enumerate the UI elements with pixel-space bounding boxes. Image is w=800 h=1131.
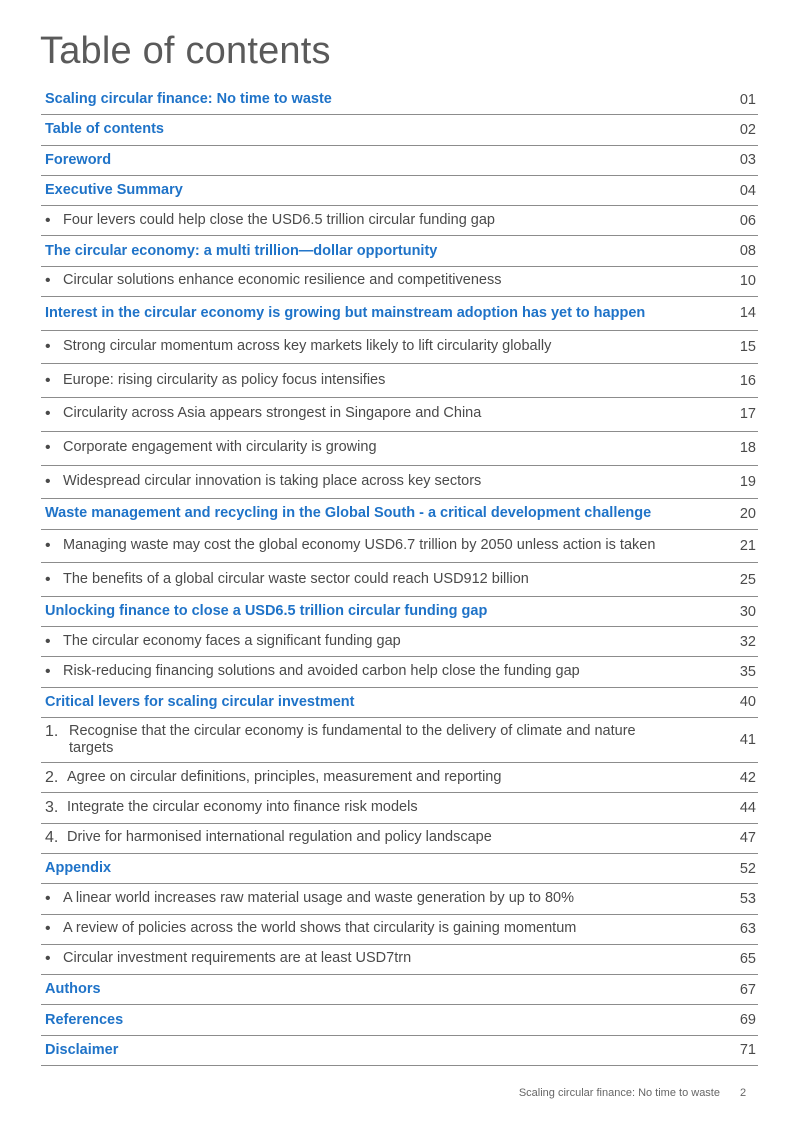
- toc-entry-label: Circular investment requirements are at least USD7trn: [63, 950, 412, 967]
- toc-entry-page: 18: [739, 440, 756, 457]
- toc-entry-page: 04: [739, 182, 756, 199]
- toc-entry-label: Drive for harmonised international regulation and policy landscape: [67, 829, 492, 846]
- toc-entry-page: 21: [739, 537, 756, 554]
- toc-entry[interactable]: [41, 364, 758, 398]
- toc-entry[interactable]: [41, 297, 758, 331]
- toc-entry-page: 44: [739, 800, 756, 816]
- toc-entry-page: 69: [739, 1012, 756, 1029]
- toc-entry-label-group: [45, 305, 645, 322]
- bullet-icon: •: [45, 663, 51, 681]
- toc-entry-page: 63: [739, 921, 756, 938]
- toc-entry-page: 25: [739, 571, 756, 588]
- toc-entry-label: The benefits of a global circular waste sector could reach USD912 billion: [63, 570, 529, 587]
- toc-entry[interactable]: [41, 1036, 758, 1066]
- bullet-icon: •: [45, 371, 51, 389]
- toc-entry-label-group: [45, 603, 487, 620]
- toc-entry[interactable]: [41, 563, 758, 597]
- toc-entry-label-group: [45, 1012, 123, 1029]
- page-title: Table of contents: [40, 30, 331, 72]
- toc-entry[interactable]: [41, 793, 758, 823]
- table-of-contents: [41, 85, 758, 1066]
- toc-entry-page: 47: [739, 830, 756, 847]
- toc-entry-page: 08: [739, 243, 756, 260]
- bullet-icon: •: [45, 950, 51, 968]
- toc-entry-page: 20: [739, 505, 756, 522]
- toc-entry[interactable]: [41, 432, 758, 466]
- toc-entry[interactable]: [41, 627, 758, 657]
- toc-entry-label-group: [45, 212, 495, 230]
- toc-entry-label-group: [45, 272, 501, 290]
- toc-entry[interactable]: [41, 331, 758, 365]
- toc-entry[interactable]: [41, 499, 758, 529]
- toc-entry-label-group: [45, 723, 669, 757]
- toc-entry-label-group: [45, 799, 418, 817]
- toc-entry[interactable]: [41, 975, 758, 1005]
- toc-entry-label-group: [45, 439, 377, 457]
- toc-entry[interactable]: [41, 530, 758, 564]
- toc-entry-label-group: [45, 338, 551, 356]
- toc-entry[interactable]: [41, 115, 758, 145]
- toc-entry-page: 17: [739, 406, 756, 423]
- toc-entry-label: Unlocking finance to close a USD6.5 trillion circular funding gap: [45, 603, 488, 620]
- toc-entry[interactable]: [41, 267, 758, 297]
- toc-entry-label: Circular solutions enhance economic resilience and competitiveness: [63, 272, 502, 289]
- toc-entry-label-group: [45, 91, 332, 108]
- toc-entry-label: Integrate the circular economy into finance risk models: [67, 799, 418, 815]
- toc-entry-label-group: [45, 182, 183, 199]
- toc-entry[interactable]: [41, 688, 758, 718]
- toc-entry-page: 41: [739, 732, 756, 749]
- bullet-icon: •: [45, 889, 51, 907]
- toc-entry-label-group: [45, 571, 529, 589]
- toc-entry-label-group: [45, 981, 101, 998]
- toc-entry-label: Circularity across Asia appears strongest in Singapore and China: [63, 405, 482, 422]
- toc-entry[interactable]: [41, 85, 758, 115]
- toc-entry-page: 42: [739, 769, 756, 786]
- footer-page-number: 2: [740, 1087, 747, 1099]
- toc-entry-label-group: [45, 829, 492, 847]
- toc-entry-label-group: [45, 537, 655, 555]
- toc-entry-label: Table of contents: [45, 121, 164, 138]
- toc-entry[interactable]: [41, 206, 758, 236]
- bullet-icon: •: [45, 632, 51, 650]
- toc-entry-label: Strong circular momentum across key markets likely to lift circularity globally: [63, 338, 552, 355]
- toc-entry-page: 15: [739, 339, 756, 356]
- toc-entry-label: Corporate engagement with circularity is growing: [63, 439, 377, 456]
- toc-entry-label-group: [45, 372, 385, 390]
- toc-entry-page: 01: [739, 91, 756, 108]
- toc-entry-label: Disclaimer: [45, 1041, 119, 1058]
- toc-entry-label: The circular economy: a multi trillion—dollar opportunity: [45, 242, 438, 259]
- toc-entry[interactable]: [41, 854, 758, 884]
- toc-entry[interactable]: [41, 236, 758, 266]
- toc-entry-label: Scaling circular finance: No time to waste: [45, 91, 332, 108]
- toc-entry-number: 4.: [45, 829, 59, 847]
- bullet-icon: •: [45, 570, 51, 588]
- toc-entry-page: 40: [739, 694, 756, 711]
- bullet-icon: •: [45, 536, 51, 554]
- toc-entry-label: Widespread circular innovation is taking place across key sectors: [63, 472, 482, 489]
- toc-entry-page: 65: [739, 951, 756, 968]
- toc-entry-label: Appendix: [45, 860, 112, 877]
- toc-entry-label-group: [45, 890, 574, 908]
- toc-entry[interactable]: [41, 1005, 758, 1035]
- toc-entry-label: A review of policies across the world shows that circularity is gaining momentum: [63, 920, 577, 937]
- toc-entry-page: 53: [739, 890, 756, 907]
- toc-entry-label: A linear world increases raw material usage and waste generation by up to 80%: [63, 889, 575, 906]
- toc-entry-label-group: [45, 121, 164, 138]
- toc-entry-label-group: [45, 152, 111, 169]
- bullet-icon: •: [45, 439, 51, 457]
- toc-entry-label: Europe: rising circularity as policy focus intensifies: [63, 371, 386, 388]
- bullet-icon: •: [45, 272, 51, 290]
- toc-entry-label-group: [45, 663, 580, 681]
- toc-entry-label: Managing waste may cost the global economy USD6.7 trillion by 2050 unless action is taken: [63, 536, 656, 553]
- toc-entry-page: 67: [739, 981, 756, 998]
- bullet-icon: •: [45, 338, 51, 356]
- toc-entry[interactable]: [41, 398, 758, 432]
- toc-entry-page: 16: [739, 372, 756, 389]
- toc-entry-label-group: [45, 860, 111, 877]
- toc-entry-label-group: [45, 633, 401, 651]
- toc-entry-number: 2.: [45, 768, 59, 786]
- toc-entry-page: 32: [739, 633, 756, 650]
- toc-entry-label: Interest in the circular economy is growing but mainstream adoption has yet to happen: [45, 304, 646, 321]
- toc-entry-label: Recognise that the circular economy is fundamental to the delivery of climate and nature targets: [69, 723, 636, 757]
- toc-entry-page: 19: [739, 473, 756, 490]
- toc-entry-number: 1.: [45, 723, 59, 741]
- toc-entry[interactable]: [41, 597, 758, 627]
- toc-entry[interactable]: [41, 824, 758, 854]
- toc-entry-label-group: [45, 473, 481, 491]
- toc-entry[interactable]: [41, 945, 758, 975]
- toc-entry-label-group: [45, 243, 437, 260]
- toc-entry-label-group: [45, 950, 411, 968]
- toc-entry[interactable]: [41, 176, 758, 206]
- toc-entry-page: 03: [739, 152, 756, 169]
- toc-entry-label-group: [45, 405, 481, 423]
- toc-entry-label: Critical levers for scaling circular investment: [45, 693, 355, 710]
- toc-entry-page: 02: [739, 121, 756, 138]
- toc-entry-label: Agree on circular definitions, principles, measurement and reporting: [67, 768, 502, 785]
- toc-entry-page: 14: [739, 305, 756, 322]
- toc-entry-label: Foreword: [45, 151, 112, 168]
- toc-entry-page: 30: [739, 603, 756, 620]
- toc-entry[interactable]: [41, 915, 758, 945]
- toc-entry-label: Risk-reducing financing solutions and avoided carbon help close the funding gap: [63, 663, 580, 680]
- toc-entry-label: The circular economy faces a significant funding gap: [63, 632, 401, 649]
- toc-entry-number: 3.: [45, 799, 59, 816]
- toc-entry-label-group: [45, 505, 651, 522]
- toc-entry[interactable]: [41, 884, 758, 914]
- footer-title: Scaling circular finance: No time to waste: [518, 1087, 720, 1099]
- toc-entry-page: 35: [739, 664, 756, 681]
- toc-entry-label: References: [45, 1011, 124, 1028]
- toc-entry-label: Executive Summary: [45, 182, 183, 199]
- toc-entry[interactable]: [41, 146, 758, 176]
- toc-entry-label: Authors: [45, 981, 101, 998]
- toc-entry-label-group: [45, 694, 354, 711]
- bullet-icon: •: [45, 472, 51, 490]
- toc-entry-label-group: [45, 920, 576, 938]
- toc-entry-page: 71: [739, 1042, 756, 1059]
- toc-entry-label-group: [45, 1042, 118, 1059]
- toc-entry-page: 10: [739, 273, 756, 290]
- toc-entry[interactable]: [41, 763, 758, 793]
- toc-entry-label: Four levers could help close the USD6.5 trillion circular funding gap: [63, 211, 495, 228]
- toc-entry[interactable]: [41, 466, 758, 500]
- toc-entry-page: 52: [739, 860, 756, 877]
- toc-entry-label-group: [45, 769, 501, 787]
- toc-entry[interactable]: [41, 657, 758, 687]
- toc-entry-label: Waste management and recycling in the Global South - a critical development challenge: [45, 505, 652, 522]
- toc-entry-page: 06: [739, 212, 756, 229]
- bullet-icon: •: [45, 211, 51, 229]
- bullet-icon: •: [45, 405, 51, 423]
- bullet-icon: •: [45, 920, 51, 938]
- toc-entry[interactable]: [41, 718, 758, 763]
